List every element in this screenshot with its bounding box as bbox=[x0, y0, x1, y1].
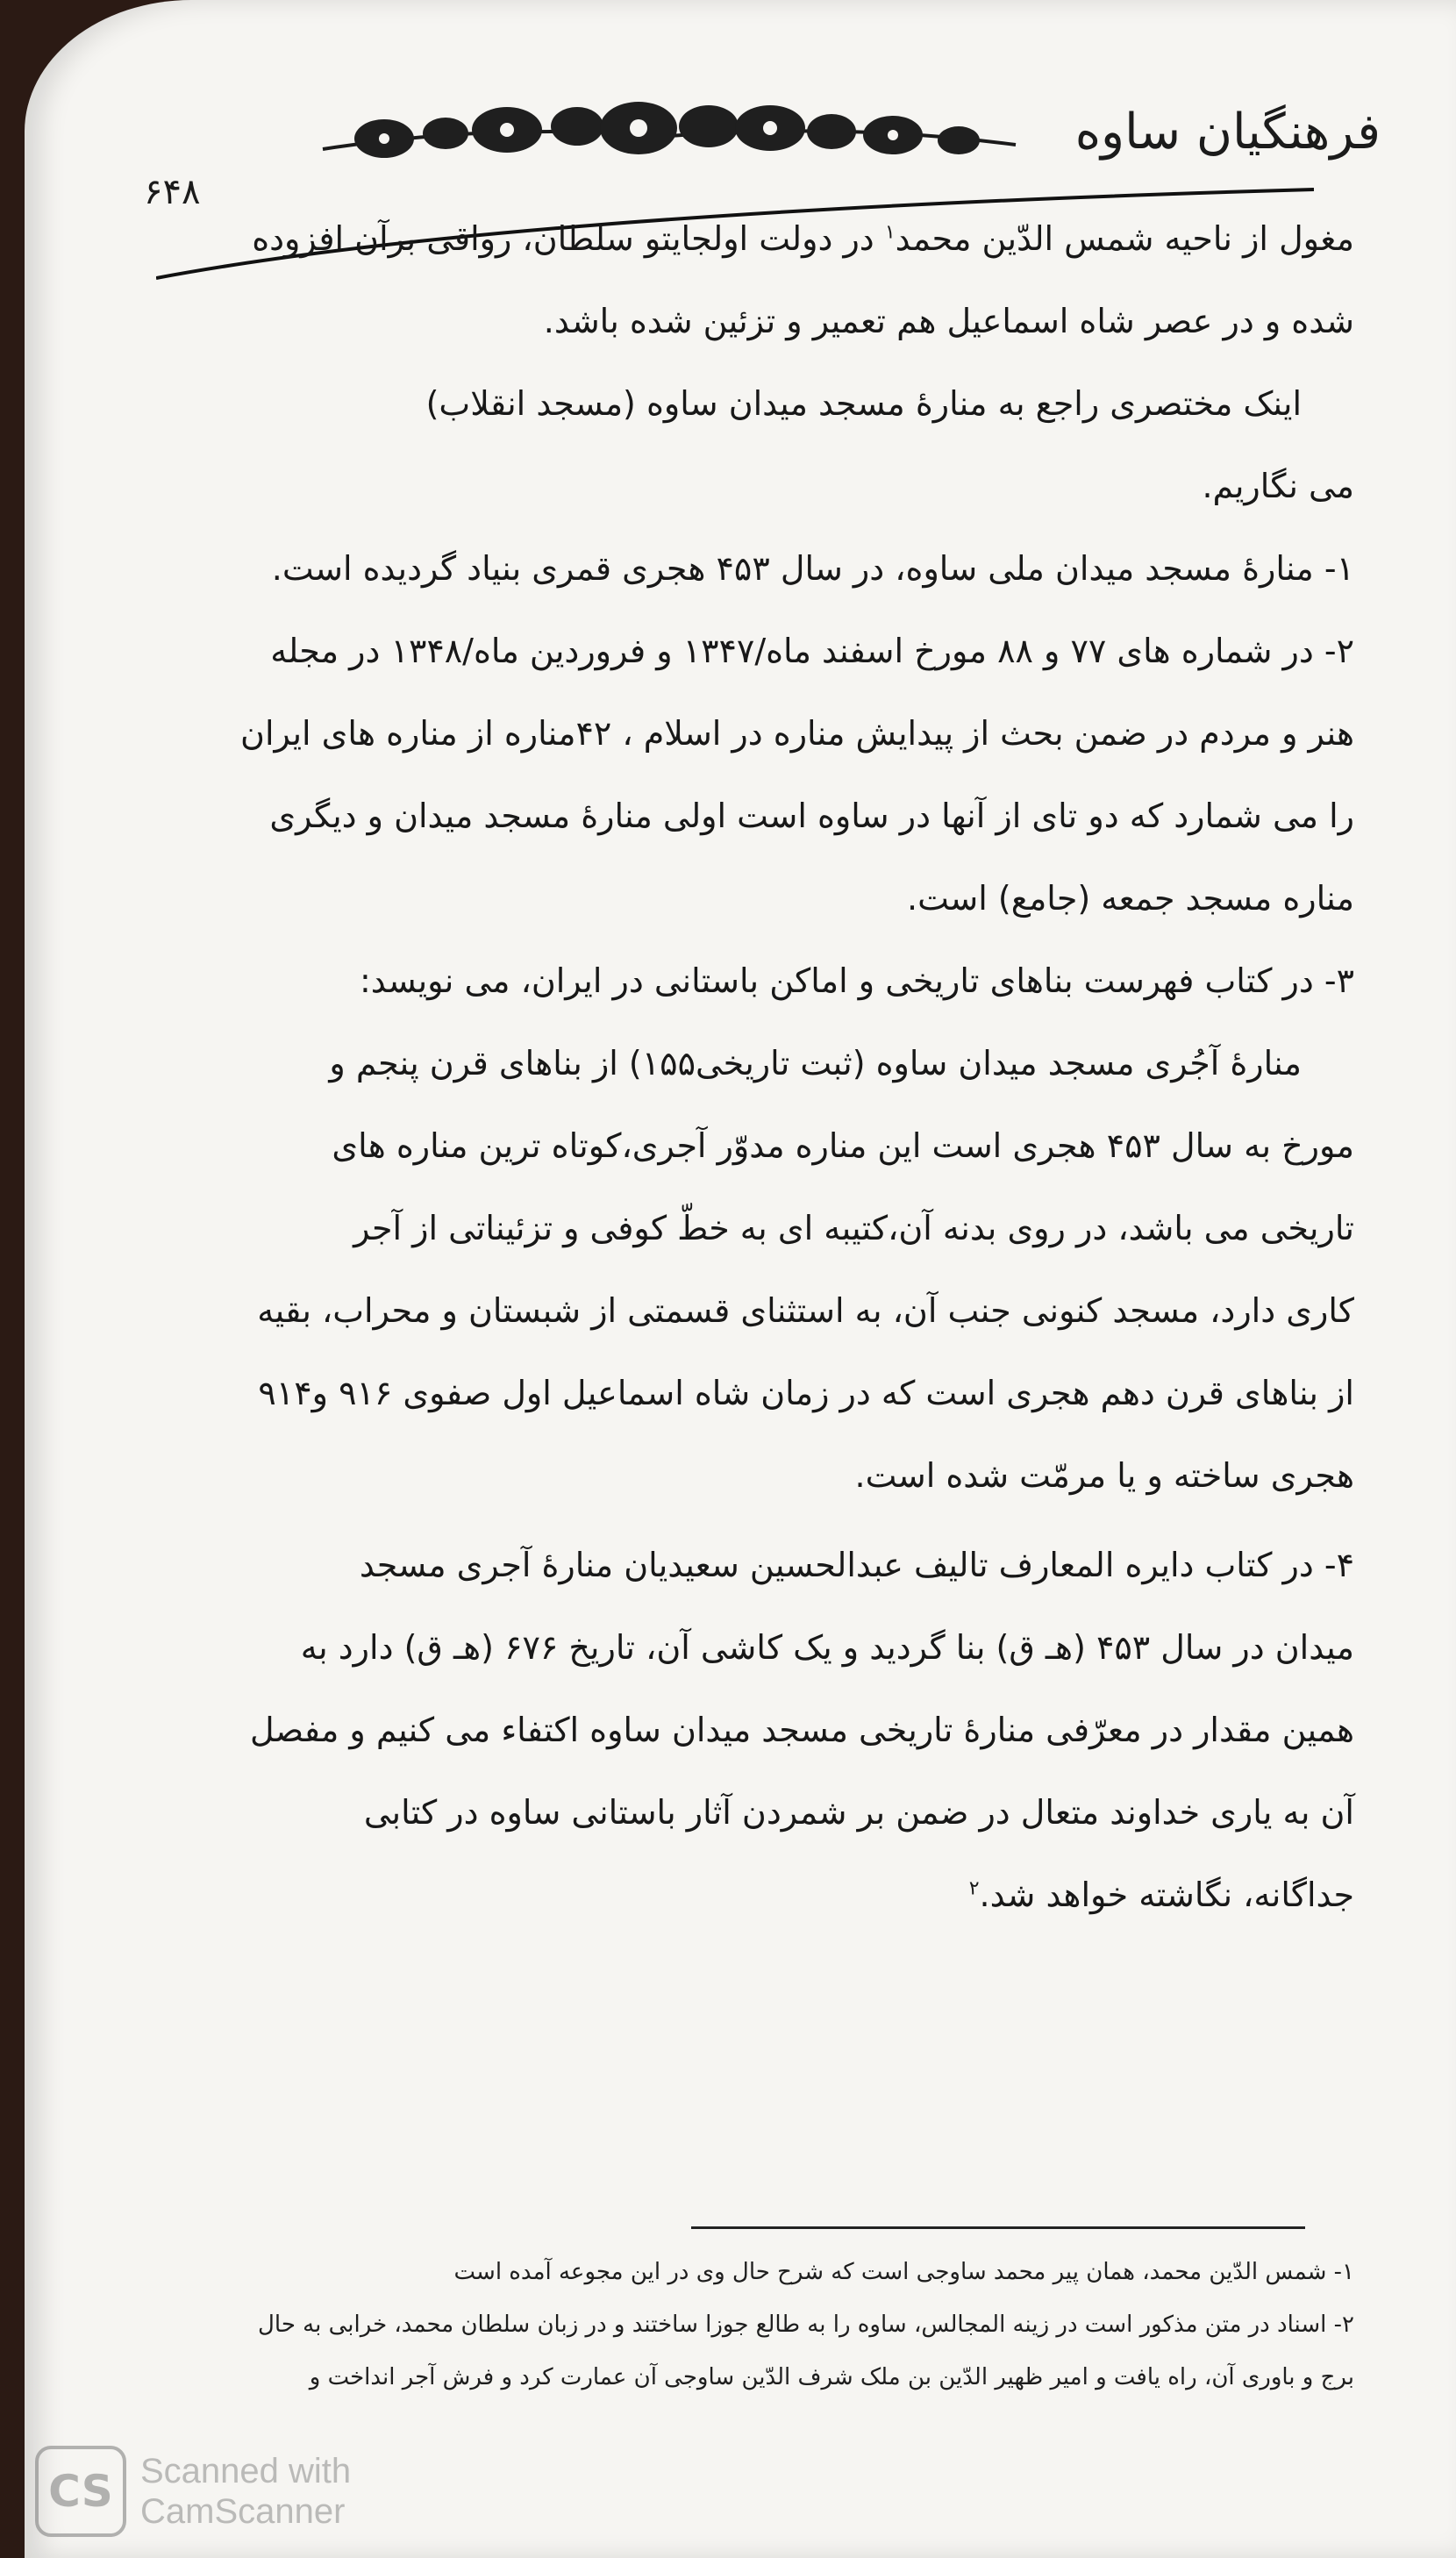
body-line: می نگاریم. bbox=[1202, 467, 1354, 505]
body-line: ۱- منارهٔ مسجد میدان ملی ساوه، در سال ۴۵۳ هجری قمری بنیاد گردیده است. bbox=[271, 549, 1354, 588]
body-line-segment: در دولت اولجایتو سلطان، رواقی برآن افزوده bbox=[252, 219, 874, 258]
footnote-mark: ۱ bbox=[884, 221, 896, 244]
body-line: آن به یاری خداوند متعال در ضمن بر شمردن آثار باستانی ساوه در کتابی bbox=[363, 1793, 1354, 1832]
footnote-line: ۲- اسناد در متن مذکور است در زینه المجالس، ساوه را به طالع جوزا ساختند و در زبان سلطان محمد، خرابی به حال bbox=[258, 2311, 1354, 2338]
camscanner-watermark bbox=[35, 2439, 439, 2544]
body-line: ۳- در کتاب فهرست بناهای تاریخی و اماکن باستانی در ایران، می نویسد: bbox=[359, 961, 1354, 1000]
body-line: مناره مسجد جمعه (جامع) است. bbox=[907, 879, 1354, 918]
body-line-segment: مغول از ناحیه شمس الدّین محمد bbox=[895, 219, 1354, 258]
body-line: را می شمارد که دو تای از آنها در ساوه است اولی منارهٔ مسجد میدان و دیگری bbox=[269, 797, 1354, 835]
body-line: هجری ساخته و یا مرمّت شده است. bbox=[854, 1456, 1354, 1495]
body-line: همین مقدار در معرّفی منارهٔ تاریخی مسجد میدان ساوه اکتفاء می کنیم و مفصل bbox=[250, 1711, 1354, 1749]
body-line bbox=[131, 1854, 1354, 1936]
running-title: فرهنگیان ساوه bbox=[1074, 104, 1381, 161]
body-line: از بناهای قرن دهم هجری است که در زمان شاه اسماعیل اول صفوی ۹۱۶ و۹۱۴ bbox=[258, 1374, 1354, 1412]
watermark-line: CamScanner bbox=[140, 2492, 346, 2531]
floral-ornament bbox=[314, 88, 1024, 175]
footnote-rule bbox=[691, 2226, 1305, 2229]
body-line bbox=[131, 197, 1354, 280]
body-line: تاریخی می باشد، در روی بدنه آن،کتیبه ای به خطّ کوفی و تزئیناتی از آجر bbox=[353, 1209, 1354, 1247]
watermark-text bbox=[140, 2451, 351, 2532]
footnote-mark: ۲ bbox=[968, 1877, 980, 1900]
watermark-line: Scanned with bbox=[140, 2452, 352, 2490]
body-line: هنر و مردم در ضمن بحث از پیدایش مناره در اسلام ، ۴۲مناره از مناره های ایران bbox=[240, 714, 1354, 753]
body-line: شده و در عصر شاه اسماعیل هم تعمیر و تزئین شده باشد. bbox=[543, 302, 1354, 340]
footnote-line: ۱- شمس الدّین محمد، همان پیر محمد ساوجی است که شرح حال وی در این مجوعه آمده است bbox=[453, 2259, 1354, 2285]
camscanner-logo-icon: CS bbox=[35, 2446, 126, 2537]
body-line: میدان در سال ۴۵۳ (هـ ق) بنا گردید و یک کاشی آن، تاریخ ۶۷۶ (هـ ق) دارد به bbox=[300, 1628, 1354, 1667]
footnote-line: برج و باوری آن، راه یافت و امیر ظهیر الدّین بن ملک شرف الدّین ساوجی آن عمارت کرد و فرش آجر انداخت و bbox=[309, 2364, 1354, 2390]
body-line: ۴- در کتاب دایره المعارف تالیف عبدالحسین سعیدیان منارهٔ آجری مسجد bbox=[359, 1546, 1354, 1584]
page-number: ۶۴۸ bbox=[144, 172, 201, 212]
body-line: ۲- در شماره های ۷۷ و ۸۸ مورخ اسفند ماه/۱۳۴۷ و فروردین ماه/۱۳۴۸ در مجله bbox=[270, 632, 1354, 670]
book-page bbox=[25, 0, 1456, 2558]
body-line: کاری دارد، مسجد کنونی جنب آن، به استثنای قسمتی از شبستان و محراب، بقیه bbox=[257, 1291, 1354, 1330]
body-line: مورخ به سال ۴۵۳ هجری است این مناره مدوّر آجری،کوتاه ترین مناره های bbox=[332, 1126, 1354, 1165]
body-text bbox=[131, 197, 1354, 1936]
body-line: منارهٔ آجُری مسجد میدان ساوه (ثبت تاریخی۱۵۵) از بناهای قرن پنجم و bbox=[329, 1044, 1302, 1083]
body-line-segment: جداگانه، نگاشته خواهد شد. bbox=[979, 1876, 1354, 1914]
footnotes bbox=[109, 2246, 1354, 2404]
body-line: اینک مختصری راجع به منارهٔ مسجد میدان ساوه (مسجد انقلاب) bbox=[425, 384, 1302, 423]
